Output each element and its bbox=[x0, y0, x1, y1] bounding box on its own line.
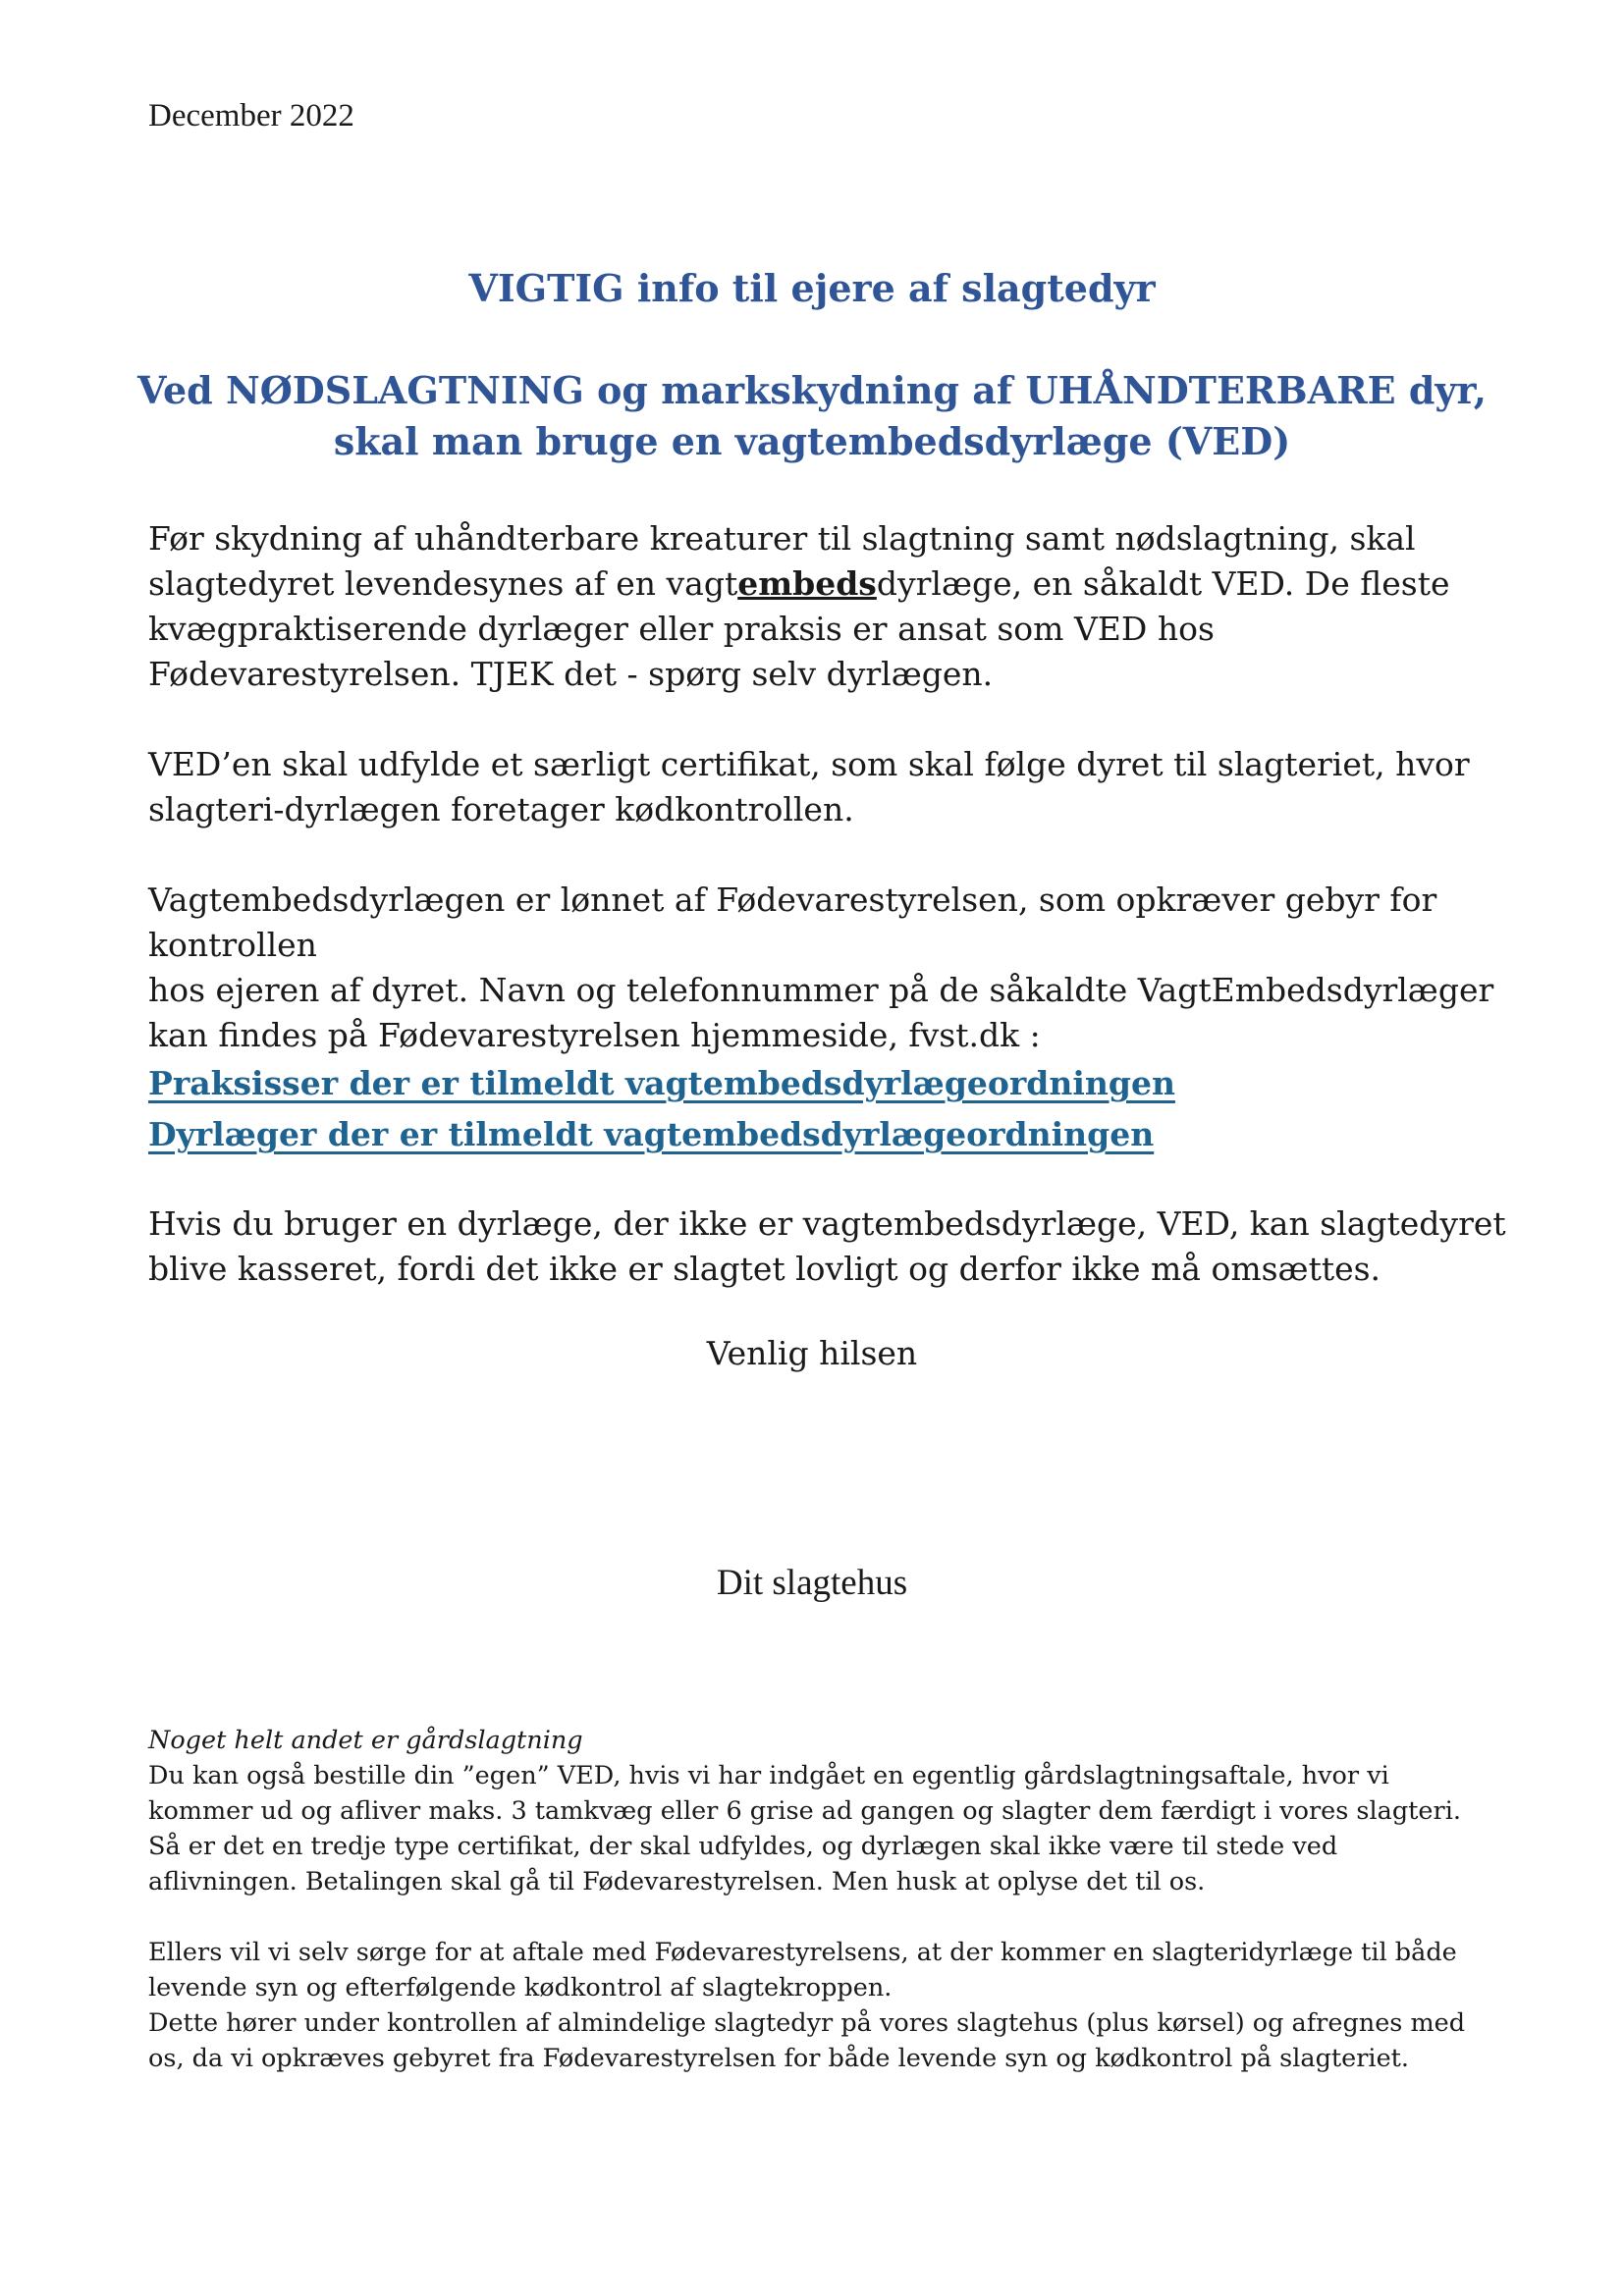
greeting: Venlig hilsen bbox=[706, 1334, 918, 1372]
document-subtitle-line-2: skal man bruge en vagtembedsdyrlæge (VED) bbox=[333, 419, 1291, 463]
paragraph-1-line-2 bbox=[148, 561, 1450, 607]
note-heading: Noget helt andet er gårdslagtning bbox=[148, 1726, 583, 1755]
document-title: VIGTIG info til ejere af slagtedyr bbox=[468, 266, 1156, 310]
paragraph-1-line-4: Fødevarestyrelsen. TJEK det - spørg selv dyrlægen. bbox=[148, 655, 994, 693]
link-vets-registered[interactable]: Dyrlæger der er tilmeldt vagtembedsdyrlægeordningen bbox=[148, 1115, 1155, 1153]
paragraph-3-line-2: kontrollen bbox=[148, 926, 317, 964]
paragraph-3-line-1: Vagtembedsdyrlægen er lønnet af Fødevarestyrelsen, som opkræver gebyr for bbox=[148, 881, 1437, 919]
note-line-8: os, da vi opkræves gebyret fra Fødevarestyrelsen for både levende syn og kødkontrol på slagteriet. bbox=[148, 2044, 1410, 2073]
paragraph-2-line-1: VED’en skal udfylde et særligt certifikat, som skal følge dyret til slagteriet, hvor bbox=[148, 745, 1470, 783]
paragraph-1-line-2-end: dyrlæge, en såkaldt VED. De fleste bbox=[876, 564, 1450, 603]
link-practices-registered[interactable]: Praksisser der er tilmeldt vagtembedsdyrlægeordningen bbox=[148, 1064, 1175, 1102]
note-line-6: levende syn og efterfølgende kødkontrol af slagtekroppen. bbox=[148, 1973, 893, 2002]
note-line-1: Du kan også bestille din ”egen” VED, hvis vi har indgået en egentlig gårdslagtningsaftale, hvor vi bbox=[148, 1761, 1389, 1790]
emphasized-word-embeds: embeds bbox=[737, 564, 877, 603]
note-line-2: kommer ud og afliver maks. 3 tamkvæg eller 6 grise ad gangen og slagter dem færdigt i vores slagteri. bbox=[148, 1796, 1461, 1826]
note-line-5: Ellers vil vi selv sørge for at aftale med Fødevarestyrelsens, at der kommer en slagteridyrlæge til både bbox=[148, 1938, 1457, 1967]
paragraph-3-line-4: kan findes på Fødevarestyrelsen hjemmeside, fvst.dk : bbox=[148, 1016, 1041, 1054]
paragraph-2-line-2: slagteri-dyrlægen foretager kødkontrollen. bbox=[148, 790, 854, 828]
signature: Dit slagtehus bbox=[716, 1563, 908, 1603]
paragraph-1-line-1: Før skydning af uhåndterbare kreaturer til slagtning samt nødslagtning, skal bbox=[148, 519, 1416, 558]
note-line-4: aflivningen. Betalingen skal gå til Fødevarestyrelsen. Men husk at oplyse det til os. bbox=[148, 1867, 1206, 1896]
paragraph-4-line-2: blive kasseret, fordi det ikke er slagtet lovligt og derfor ikke må omsættes. bbox=[148, 1250, 1381, 1288]
paragraph-1-line-3: kvægpraktiserende dyrlæger eller praksis er ansat som VED hos bbox=[148, 610, 1215, 648]
document-subtitle-line-1: Ved NØDSLAGTNING og markskydning af UHÅNDTERBARE dyr, bbox=[137, 368, 1487, 412]
paragraph-3-line-3: hos ejeren af dyret. Navn og telefonnummer på de såkaldte VagtEmbedsdyrlæger bbox=[148, 971, 1494, 1009]
paragraph-1-line-2-start: slagtedyret levendesynes af en vagt bbox=[148, 564, 738, 603]
note-line-7: Dette hører under kontrollen af almindelige slagtedyr på vores slagtehus (plus kørsel) og afregnes med bbox=[148, 2008, 1466, 2038]
document-date: December 2022 bbox=[148, 98, 354, 133]
note-line-3: Så er det en tredje type certifikat, der skal udfyldes, og dyrlægen skal ikke være til stede ved bbox=[148, 1832, 1338, 1861]
paragraph-4-line-1: Hvis du bruger en dyrlæge, der ikke er vagtembedsdyrlæge, VED, kan slagtedyret bbox=[148, 1204, 1506, 1243]
